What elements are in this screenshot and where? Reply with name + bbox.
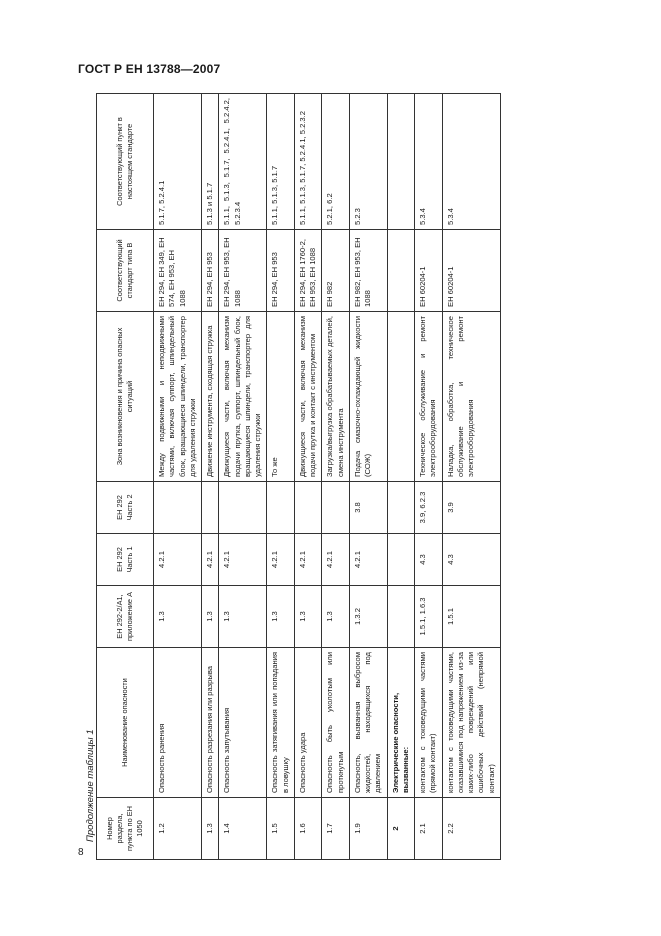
table-cell: 1.3 (267, 586, 295, 648)
table-cell: Опасность удара (294, 648, 322, 798)
table-cell (387, 312, 415, 482)
table-row (267, 94, 295, 860)
table-row (322, 94, 350, 860)
table-cell: 2.1 (415, 798, 443, 860)
hazards-table-rotated (96, 94, 612, 860)
table-cell: 2.2 (442, 798, 500, 860)
table-cell: Техническое обслуживание и ремонт электрооборудования (415, 312, 443, 482)
table-cell: Опасность затягивания или попадания в ловушку (267, 648, 295, 798)
table-cell: Загрузка/выгрузка обрабатываемых деталей, смена инструмента (322, 312, 350, 482)
table-cell: Движение инструмента, сходящая стружка (202, 312, 219, 482)
table-cell (154, 482, 202, 534)
table-cell (219, 482, 267, 534)
table-cell: Опасность, вызванная выбросом жидкостей, находящихся под давлением (349, 648, 387, 798)
table-cell (387, 230, 415, 312)
table-cell: ЕН 294, ЕН 953 (267, 230, 295, 312)
table-cell: То же (267, 312, 295, 482)
table-cell: Движущиеся части, включая механизм подачи прутка, суппорт, шпиндельный блок, вращающиеся шпиндели, транспортер для удаления стружки (219, 312, 267, 482)
table-cell (322, 482, 350, 534)
column-header: ЕН 292-2/А1, приложение А (97, 586, 154, 648)
table-group-row (387, 94, 415, 860)
table-cell: ЕН 294, ЕН 953, ЕН 1088 (219, 230, 267, 312)
column-header: Наименование опасности (97, 648, 154, 798)
table-cell: 3.9 (442, 482, 500, 534)
table-cell: ЕН 60204-1 (442, 230, 500, 312)
table-row (202, 94, 219, 860)
table-cell: 1.5 (267, 798, 295, 860)
table-cell: ЕН 982 (322, 230, 350, 312)
table-row (415, 94, 443, 860)
table-cell: 1.7 (322, 798, 350, 860)
table-cell: 1.3 (202, 798, 219, 860)
table-row (349, 94, 387, 860)
table-cell (294, 482, 322, 534)
table-cell: Наладка, обработка, техническое обслуживание и ремонт электрооборудования (442, 312, 500, 482)
table-continuation-caption: Продолжение таблицы 1 (85, 729, 96, 842)
table-cell: 5.2.1, 6.2 (322, 94, 350, 230)
table-cell: контактом с токоведущими частями, оказавшимися под напряжением из-за каких-либо повреждений или ошибочных действий (непрямой контакт) (442, 648, 500, 798)
table-cell: 1.3 (219, 586, 267, 648)
table-row (294, 94, 322, 860)
table-cell (387, 534, 415, 586)
column-header: Соответствующий стандарт типа В (97, 230, 154, 312)
table-cell: 4.3 (442, 534, 500, 586)
table-cell: 4.2.1 (219, 534, 267, 586)
table-cell: Опасность ранения (154, 648, 202, 798)
column-header: Зона возникновения и причина опасных ситуаций (97, 312, 154, 482)
table-cell: 3.8 (349, 482, 387, 534)
group-number: 2 (387, 798, 415, 860)
table-cell: Опасность быть уколотым или проткнутым (322, 648, 350, 798)
table-cell: Между подвижными и неподвижными частями, включая суппорт, шпиндельный блок, вращающиеся шпиндели, транспортер для удаления стружки (154, 312, 202, 482)
table-cell: Подача смазочно-охлаждающей жидкости (СОЖ) (349, 312, 387, 482)
page-number: 8 (78, 847, 84, 858)
hazards-table (96, 93, 501, 860)
table-cell: 1.3 (154, 586, 202, 648)
table-cell: 1.5.1 (442, 586, 500, 648)
table-cell: 1.3 (322, 586, 350, 648)
table-cell (387, 94, 415, 230)
table-cell: 1.3 (202, 586, 219, 648)
table-cell: 5.1.1, 5.1.3, 5.1.7, 5.2.4.1, 5.2.4.2, 5.2.3.4 (219, 94, 267, 230)
table-header-row (97, 94, 154, 860)
table-cell (387, 482, 415, 534)
table-cell: 4.2.1 (349, 534, 387, 586)
table-cell: Опасность разрезания или разрыва (202, 648, 219, 798)
table-cell (387, 586, 415, 648)
table-cell: 4.2.1 (322, 534, 350, 586)
table-cell: 1.5.1, 1.6.3 (415, 586, 443, 648)
table-cell (267, 482, 295, 534)
table-cell: 4.2.1 (267, 534, 295, 586)
table-cell: 1.2 (154, 798, 202, 860)
document-title: ГОСТ Р ЕН 13788—2007 (78, 62, 221, 76)
table-body (154, 94, 501, 860)
table-cell: 5.1.7, 5.2.4.1 (154, 94, 202, 230)
table-cell: ЕН 294, ЕН 349, ЕН 574, ЕН 953, ЕН 1088 (154, 230, 202, 312)
group-title: Электрические опасности, вызванные: (387, 648, 415, 798)
table-cell: ЕН 294, ЕН 1760-2, ЕН 953, ЕН 1088 (294, 230, 322, 312)
table-cell: ЕН 60204-1 (415, 230, 443, 312)
table-row (442, 94, 500, 860)
table-cell: 1.3.2 (349, 586, 387, 648)
table-cell: Движущиеся части, включая механизм подачи прутка и контакт с инструментом (294, 312, 322, 482)
table-cell: 1.3 (294, 586, 322, 648)
table-cell: 1.6 (294, 798, 322, 860)
table-cell: 4.3 (415, 534, 443, 586)
table-cell: 5.3.4 (442, 94, 500, 230)
column-header: ЕН 292 Часть 2 (97, 482, 154, 534)
table-cell: 1.4 (219, 798, 267, 860)
column-header: Соответствующий пункт в настоящем стандарте (97, 94, 154, 230)
table-cell: контактом с токоведущими частями (прямой контакт) (415, 648, 443, 798)
table-cell: 4.2.1 (294, 534, 322, 586)
table-cell: 4.2.1 (154, 534, 202, 586)
table-cell: ЕН 982, ЕН 953, ЕН 1088 (349, 230, 387, 312)
table-cell: 1.9 (349, 798, 387, 860)
table-cell: ЕН 294, ЕН 953 (202, 230, 219, 312)
table-cell: 5.1.3 и 5.1.7 (202, 94, 219, 230)
table-cell: 4.2.1 (202, 534, 219, 586)
column-header: Номер раздела, пункта по ЕН 1050 (97, 798, 154, 860)
table-cell: 5.3.4 (415, 94, 443, 230)
table-cell: 3.9, 6.2.3 (415, 482, 443, 534)
table-cell: Опасность запутывания (219, 648, 267, 798)
table-cell: 5.1.1, 5.1.3, 5.1.7, 5.2.4.1, 5.2.3.2 (294, 94, 322, 230)
table-row (219, 94, 267, 860)
column-header: ЕН 292 Часть 1 (97, 534, 154, 586)
table-row (154, 94, 202, 860)
table-cell: 5.2.3 (349, 94, 387, 230)
table-cell (202, 482, 219, 534)
table-cell: 5.1.1, 5.1.3, 5.1.7 (267, 94, 295, 230)
